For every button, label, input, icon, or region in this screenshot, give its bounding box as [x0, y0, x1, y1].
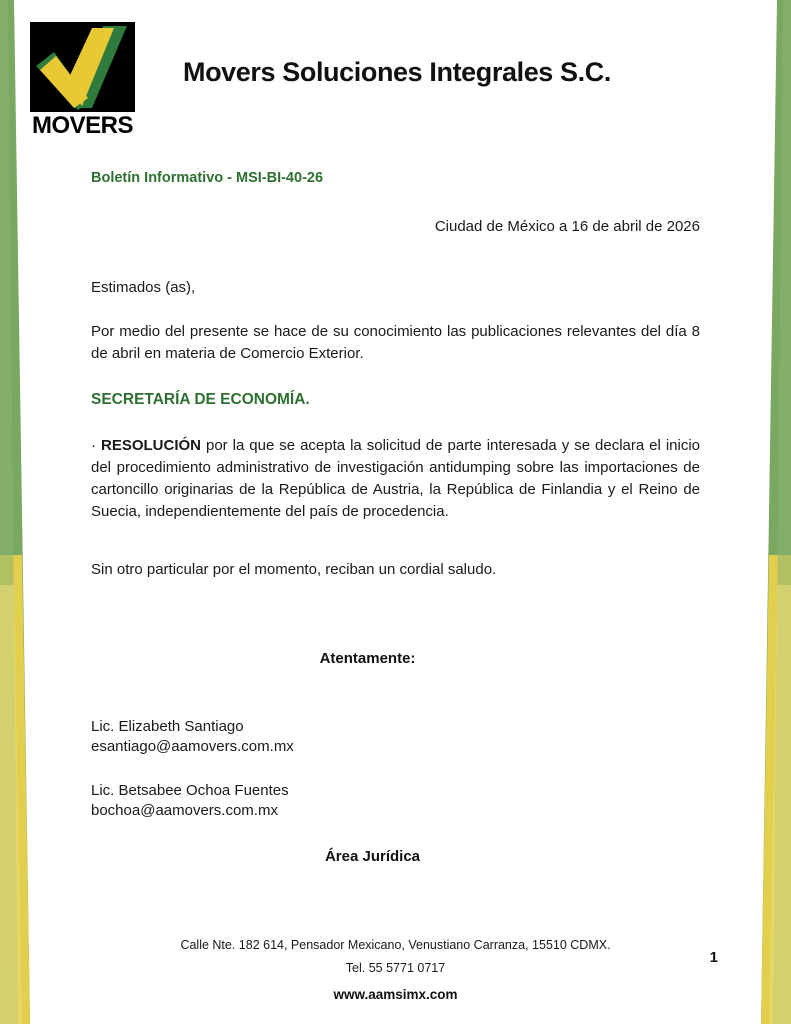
resolution-lead: RESOLUCIÓN: [100, 436, 201, 454]
date-line: Ciudad de México a 16 de abril de 2026: [434, 218, 700, 235]
page-footer: [0, 938, 791, 1002]
page-number: 1: [709, 949, 718, 966]
bulletin-id: Boletín Informativo - MSI-BI-40-26: [91, 170, 324, 186]
decorative-band-left: [0, 0, 60, 1024]
contact-email[interactable]: bochoa@aamovers.com.mx: [91, 801, 278, 819]
resolution-paragraph: [91, 435, 700, 523]
footer-phone: Tel. 55 5771 0717: [345, 961, 446, 975]
contact-name: Lic. Elizabeth Santiago: [91, 717, 244, 735]
contact-name: Lic. Betsabee Ochoa Fuentes: [91, 781, 289, 799]
page-title: Movers Soluciones Integrales S.C.: [183, 57, 611, 87]
footer-website[interactable]: www.aamsimx.com: [333, 987, 458, 1002]
resolution-body: por la que se acepta la solicitud de parte interesada y se declara el inicio del procedimiento administrativo de investigación antidumping sobre las importaciones de cartoncillo originarias de la República de Austria, la República de Finlandia y el Reino de Suecia, independientemente del país de procedencia.: [91, 436, 700, 520]
contact-block: [91, 717, 700, 757]
greeting: Estimados (as),: [91, 279, 196, 296]
band-left-shape: [0, 0, 60, 1024]
logo-checkmark-shape: [30, 22, 135, 112]
band-right-shape: [731, 0, 791, 1024]
company-logo: [30, 22, 135, 140]
contact-email[interactable]: esantiago@aamovers.com.mx: [91, 737, 294, 755]
contact-block: [91, 781, 700, 821]
section-heading-economia: SECRETARÍA DE ECONOMÍA.: [91, 390, 310, 408]
movers-checkmark-icon: [30, 22, 135, 112]
decorative-band-right: [731, 0, 791, 1024]
footer-address: Calle Nte. 182 614, Pensador Mexicano, Venustiano Carranza, 15510 CDMX.: [180, 938, 611, 952]
sign-off: Atentamente:: [319, 649, 416, 667]
document-body: [91, 170, 700, 865]
logo-wordmark: MOVERS: [31, 112, 133, 139]
farewell-paragraph: Sin otro particular por el momento, reciban un cordial saludo.: [91, 560, 497, 578]
area-label: Área Jurídica: [324, 848, 421, 866]
bullet-marker: ·: [91, 436, 96, 454]
intro-paragraph: Por medio del presente se hace de su conocimiento las publicaciones relevantes del día 8 de abril en materia de Comercio Exterior.: [91, 323, 700, 362]
